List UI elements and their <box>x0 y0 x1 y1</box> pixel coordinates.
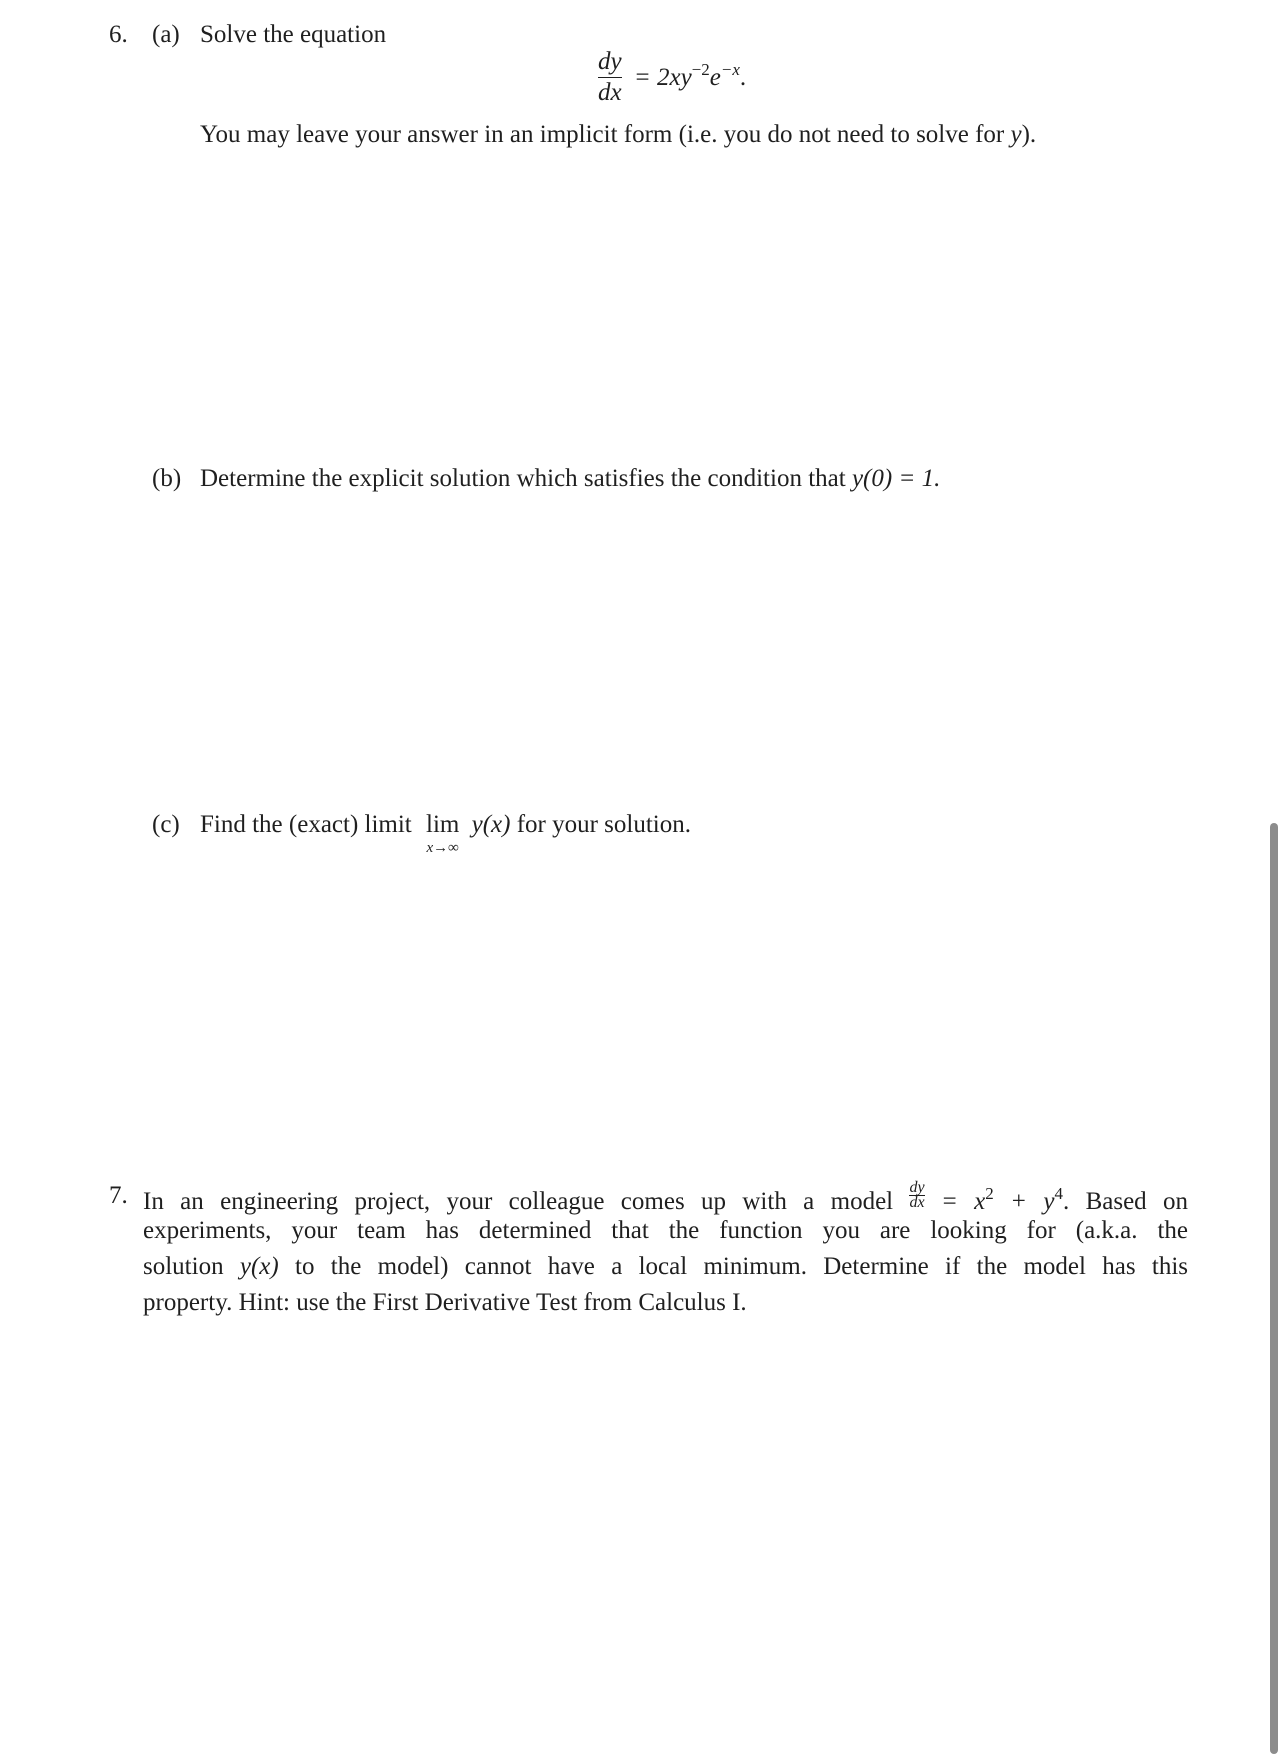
problem-7-number: 7. <box>109 1182 128 1209</box>
derivative-fraction: $\frac{dy}{dx}$ <box>598 48 622 106</box>
part-c-label: (c) <box>152 811 180 838</box>
problem-7-line-4: property. Hint: use the First Derivative Test from Calculus I. <box>143 1289 747 1316</box>
part-a-prompt: Solve the equation <box>200 21 387 48</box>
part-a-label: (a) <box>152 21 180 48</box>
display-equation <box>598 47 746 108</box>
equation-rhs: = $2xy^{-2}e^{-x}$. <box>633 59 747 91</box>
initial-condition: y(0) = 1. <box>851 465 941 492</box>
vertical-scrollbar[interactable] <box>1270 823 1278 1754</box>
inline-derivative-fraction: $\frac{dy}{dx}$ <box>909 1179 925 1211</box>
problem-7-line-3: solution y(x) to the model) cannot have a local minimum. Determine if the model has this <box>143 1253 1189 1280</box>
part-b-prompt: Determine the explicit solution which satisfies the condition that y(0) = 1. <box>200 465 941 492</box>
limit-subscript: x→∞ <box>426 840 459 856</box>
part-b-label: (b) <box>152 465 182 492</box>
problem-7-line-1: In an engineering project, your colleague comes up with a model $\frac{dy}{dx}$ = $x^2 + y^4$. Based on <box>143 1179 1189 1215</box>
problem-6-number: 6. <box>109 21 128 48</box>
problem-7-line-2: experiments, your team has determined that the function you are looking for (a.k.a. the <box>143 1217 1188 1244</box>
part-c-prompt: Find the (exact) limit lim x→∞ y(x) for your solution. <box>200 811 691 856</box>
limit-operator: lim x→∞ <box>426 811 460 856</box>
part-a-note: You may leave your answer in an implicit form (i.e. you do not need to solve for y). <box>200 121 1037 148</box>
